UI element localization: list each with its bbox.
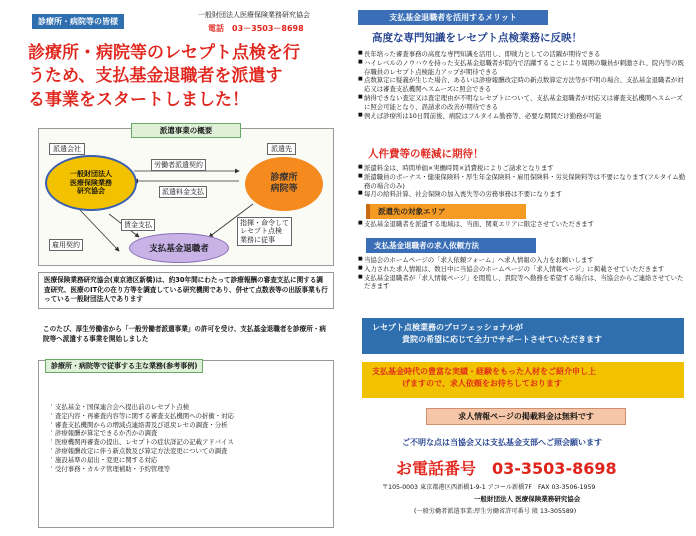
dispatcher-label: 派遣会社 — [49, 143, 85, 155]
left-panel — [0, 0, 345, 536]
overview-diagram — [38, 128, 334, 266]
duty-item: ・ 支払基金・国保連合会へ提出前のレセプト点検 — [49, 403, 329, 412]
merit2-item: ■ 派遣料金は、時間単価×実働時間×消費税によりご請求となります — [358, 164, 688, 173]
merit2-title: 人件費等の軽減に期待！ — [368, 148, 484, 160]
merit1-item: ■ 例えば診療所は10日間前後、病院はフルタイム勤務等、必要な期間だけ勤務が可能 — [358, 112, 688, 121]
license-paragraph: このたび、厚生労働省から「一般労働者派遣事業」の許可を受け、支払基金退職者を診療所・病院等へ派遣する事業を開始しました — [43, 325, 327, 343]
retiree-circle: 支払基金退職者 — [129, 233, 229, 263]
merit2-item: ■ 毎月の給料計算、社会保険の加入喪失等の労務事務は不要になります — [358, 190, 688, 199]
merit1-item: ■ 点数算定に疑義が生じた場合、あるいは診療報酬改定時の新点数算定方法等が不明の場合、支払基金退職者が対応又は審査支払機関へスムーズに照会できる — [358, 76, 688, 94]
diagram-title: 派遣事業の概要 — [131, 123, 241, 138]
fee-label: 派遣料金支払 — [159, 186, 207, 198]
area-list — [358, 220, 688, 229]
intro-paragraph: 医療保険業務研究協会(東京港区新橋)は、約30年間にわたって診療報酬の審査支払に関する調査研究、医療のIT化の在り方等を調査している研究機関であり、併せて点数表等の出版事業も行っている一般財団法人であります — [38, 272, 334, 309]
left-tab: 診療所・病院等の皆様 — [32, 14, 124, 29]
merit1-item: ■ ハイレベルのノウハウを持った支払基金退職者が院内で活躍することにより周囲の職員が刺激され、院内等の既存職員のレセプト点検能力アップが期待できる — [358, 59, 688, 77]
duties-title: 診療所・病院等で従事する主な業務(参考事例) — [45, 359, 203, 373]
request-list — [358, 256, 688, 291]
duty-item: ・ 診療報酬が算定できるか否かの調査 — [49, 429, 329, 438]
era-box: 支払基金時代の豊富な実績・経験をもった人材をご紹介申し上 げますので、求人依頼をお待ちしております — [362, 362, 684, 398]
request-item: ■ 当協会のホームページの「求人依頼フォーム」へ求人情報の入力をお願いします — [358, 256, 688, 265]
pro-box: レセプト点検業務のプロフェッショナルが 貴院の希望に応じて全力でサポートさせていただきます — [362, 318, 684, 354]
merit1-list — [358, 50, 688, 121]
duty-item: ・ 医療機関再審査の提出、レセプトの症状詳記の記載アドバイス — [49, 438, 329, 447]
org-name-header: 一般財団法人医療保険業務研究協会 — [198, 11, 310, 19]
duty-item: ・ 施設基準の届出・変更に関する対応 — [49, 456, 329, 465]
duties-list — [49, 403, 329, 474]
contract-label: 労働者派遣契約 — [151, 159, 206, 171]
free-note: 求人情報ページの掲載料金は無料です — [426, 408, 626, 425]
merit1-title: 高度な専門知識をレセプト点検業務に反映！ — [372, 32, 582, 44]
instruct-label: 指揮・命令して レセプト点検 業務に従事 — [237, 217, 292, 246]
request-item: ■ 支払基金退職者が「求人情報ページ」を閲覧し、貴院等へ勤務を希望する場合は、当協会からご連絡させていただきます — [358, 274, 688, 292]
merit2-list — [358, 164, 688, 199]
duty-item: ・ 診療報酬改定に伴う新点数及び算定方法変更についての調査 — [49, 447, 329, 456]
employ-label: 雇用契約 — [49, 239, 83, 251]
duty-item: ・ 受付事務・カルテ管理補助・予約管理等 — [49, 465, 329, 474]
duty-item: ・ 審査支払機関からの増減点連絡書及び返戻レセの調査・分析 — [49, 421, 329, 430]
phone-number[interactable]: お電話番号 03-3503-8698 — [396, 459, 617, 478]
merit1-item: ■ 納得できない査定又は査定理由が不明なレセプトについて、支払基金退職者が対応又は審査支払機関へスムーズに照会可能となり、誤請求の改善が期待できる — [358, 94, 688, 112]
right-panel — [352, 0, 696, 536]
org-circle: 一般財団法人 医療保険業務 研究協会 — [45, 155, 137, 211]
merit2-item: ■ 派遣職員のボーナス・健康保険料・厚生年金保険料・雇用保険料・労災保険料等は不要になります(フルタイム勤務の場合のみ) — [358, 173, 688, 191]
request-item: ■ 入力された求人情報は、数日中に当協会のホームページの「求人情報ページ」に掲載させていただきます — [358, 265, 688, 274]
address: 〒105-0003 東京都港区西新橋1-9-1 アコール新橋7F FAX 03-3506-1959 — [382, 484, 596, 491]
merit1-item: ■ 長年培った審査事務の高度な専門知識を活用し、即戦力としての活躍が期待できる — [358, 50, 688, 59]
client-label: 派遣先 — [267, 143, 296, 155]
area-item: ■ 支払基金退職者を派遣する地域は、当面、関東エリアに限定させていただきます — [358, 220, 688, 229]
wage-label: 賃金支払 — [121, 219, 155, 231]
duty-item: ・ 査定内容・再審査内容等に関する審査支払機関への折衝・対応 — [49, 412, 329, 421]
header-phone: 電話 03－3503－8698 — [208, 24, 304, 33]
area-title: 派遣先の対象エリア — [366, 204, 526, 219]
inquiry-text: ご不明な点は当協会又は支払基金支部へご照会願います — [402, 438, 602, 447]
right-tab: 支払基金退職者を活用するメリット — [358, 10, 548, 25]
headline: 診療所・病院等のレセプト点検を行 うため、支払基金退職者を派遣す る事業をスタートしました！ — [28, 43, 300, 110]
duties-box — [38, 360, 334, 528]
hospital-circle: 診療所 病院等 — [245, 157, 323, 211]
org-footer: 一般財団法人 医療保険業務研究協会 — [474, 495, 581, 503]
license-number: (一般労働者派遣事業:厚生労働省許可番号 般 13-305589) — [414, 508, 577, 515]
request-title: 支払基金退職者の求人依頼方法 — [366, 238, 536, 253]
